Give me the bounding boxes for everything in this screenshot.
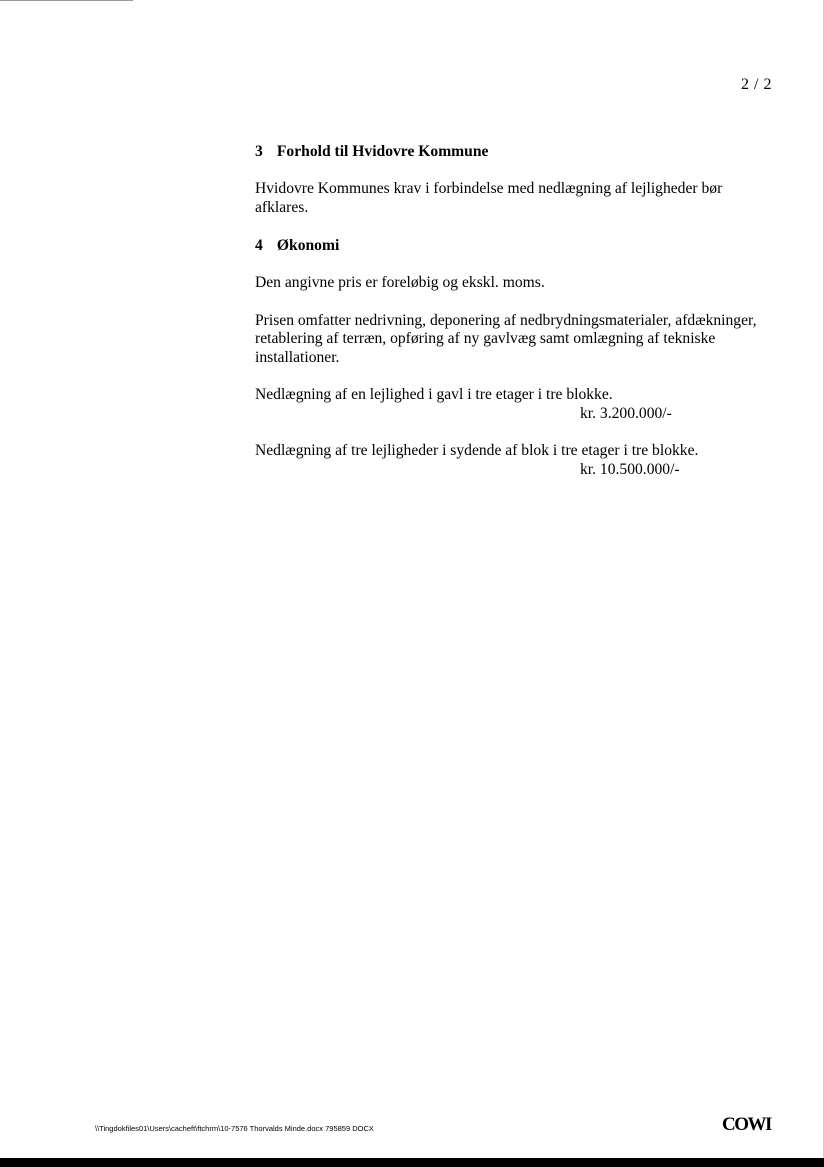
section-4-paragraph-2: Prisen omfatter nedrivning, deponering af nedbrydningsmaterialer, afdækninger, retablering af terræn, opføring af ny gavlvæg samt omlægning af tekniske installationer.: [255, 311, 757, 366]
cowi-logo: COWI: [722, 1114, 771, 1135]
cost-item-2-text: Nedlægning af tre lejligheder i sydende af blok i tre etager i tre blokke.: [255, 442, 699, 459]
cost-item-1-text: Nedlægning af en lejlighed i gavl i tre etager i tre blokke.: [255, 386, 613, 403]
section-3-title: Forhold til Hvidovre Kommune: [276, 143, 489, 160]
section-4-heading: [255, 236, 770, 255]
section-3-number: 3: [255, 143, 263, 160]
scan-bottom-band: [0, 1158, 824, 1167]
footer-file-path: \\Tingdokfiles01\Users\cacheft\ftchrm\10-7576 Thorvalds Minde.docx 795859 DOCX: [95, 1124, 374, 1133]
scan-edge-line: [0, 0, 133, 1]
section-3-heading: [255, 142, 770, 161]
section-4-number: 4: [255, 237, 263, 254]
cost-item-1-price: kr. 3.200.000/-: [580, 404, 672, 422]
section-3-paragraph: Hvidovre Kommunes krav i forbindelse med nedlægning af lejligheder bør afklares.: [255, 180, 723, 216]
page-number: 2 / 2: [741, 76, 772, 93]
section-4-paragraph-1: Den angivne pris er foreløbig og ekskl. moms.: [255, 274, 545, 291]
cost-item-2-price: kr. 10.500.000/-: [580, 460, 680, 478]
section-4-title: Økonomi: [276, 237, 340, 254]
document-body: [255, 142, 770, 479]
